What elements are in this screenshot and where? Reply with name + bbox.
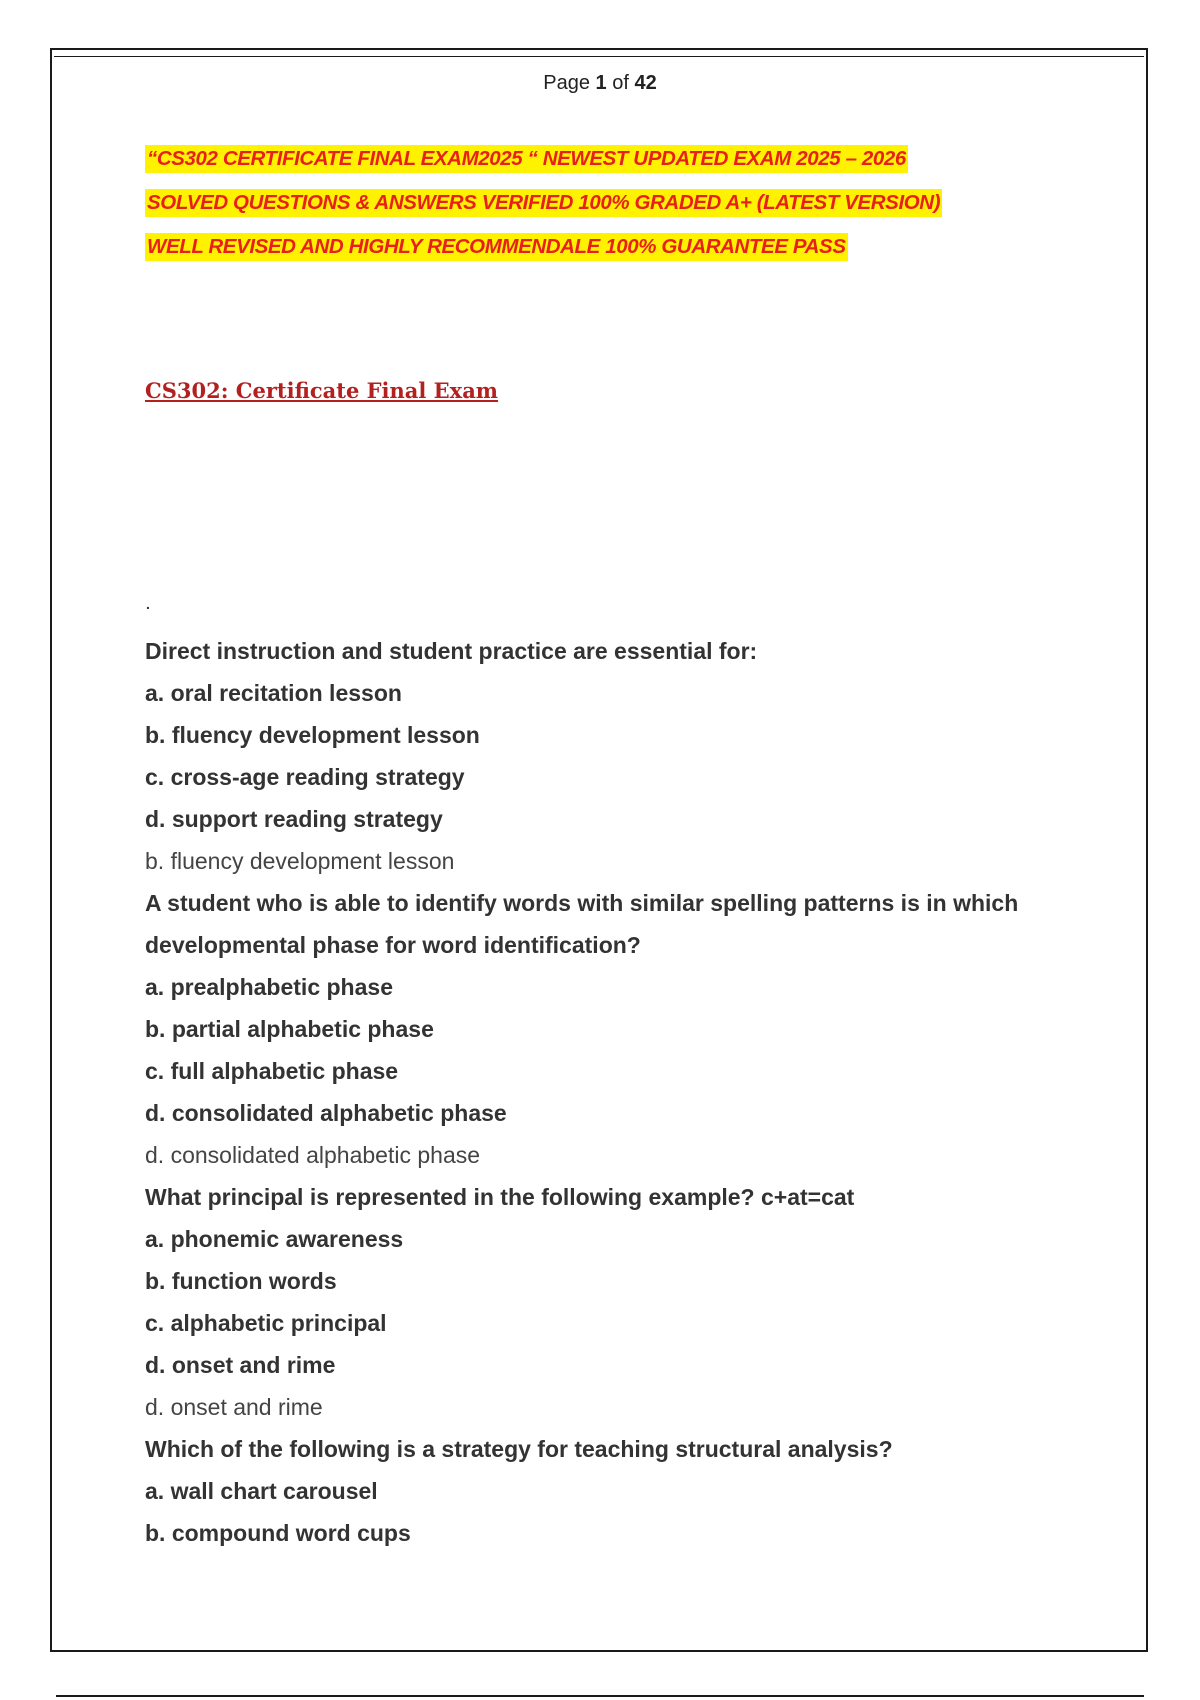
option: b. fluency development lesson	[145, 722, 480, 748]
option: c. alphabetic principal	[145, 1310, 387, 1336]
option: b. partial alphabetic phase	[145, 1016, 434, 1042]
question-text: Direct instruction and student practice are essential for:	[145, 638, 758, 664]
question-text: What principal is represented in the following example? c+at=cat	[145, 1184, 855, 1210]
bottom-rule	[56, 1695, 1144, 1697]
bullet-dot: .	[146, 596, 150, 612]
banner-line-2: SOLVED QUESTIONS & ANSWERS VERIFIED 100% GRADED A+ (LATEST VERSION)	[145, 189, 942, 217]
page-total: 42	[634, 72, 657, 94]
option: d. onset and rime	[145, 1352, 336, 1378]
option: b. function words	[145, 1268, 337, 1294]
option: a. oral recitation lesson	[145, 680, 402, 706]
option: d. support reading strategy	[145, 806, 443, 832]
option: a. wall chart carousel	[145, 1478, 378, 1504]
option: c. full alphabetic phase	[145, 1058, 399, 1084]
page-number-header	[0, 72, 1200, 95]
document-title: CS302: Certificate Final Exam	[145, 378, 499, 403]
exam-banner	[145, 145, 1045, 277]
question-text: A student who is able to identify words with similar spelling patterns is in which developmental phase for word identification?	[145, 890, 1019, 958]
answer-text: b. fluency development lesson	[145, 848, 455, 874]
option: c. cross-age reading strategy	[145, 764, 465, 790]
banner-line-1: “CS302 CERTIFICATE FINAL EXAM2025 “ NEWEST UPDATED EXAM 2025 – 2026	[145, 145, 908, 173]
page-current: 1	[595, 72, 607, 94]
option: d. consolidated alphabetic phase	[145, 1100, 507, 1126]
answer-text: d. consolidated alphabetic phase	[145, 1142, 481, 1168]
page-label: Page	[543, 72, 590, 94]
question-list	[145, 630, 1025, 1554]
page-of: of	[612, 72, 629, 94]
option: a. prealphabetic phase	[145, 974, 393, 1000]
option: b. compound word cups	[145, 1520, 411, 1546]
option: a. phonemic awareness	[145, 1226, 404, 1252]
question-text: Which of the following is a strategy for teaching structural analysis?	[145, 1436, 893, 1462]
banner-line-3: WELL REVISED AND HIGHLY RECOMMENDALE 100% GUARANTEE PASS	[145, 233, 848, 261]
answer-text: d. onset and rime	[145, 1394, 323, 1420]
page-border-inner-line	[54, 56, 1144, 57]
